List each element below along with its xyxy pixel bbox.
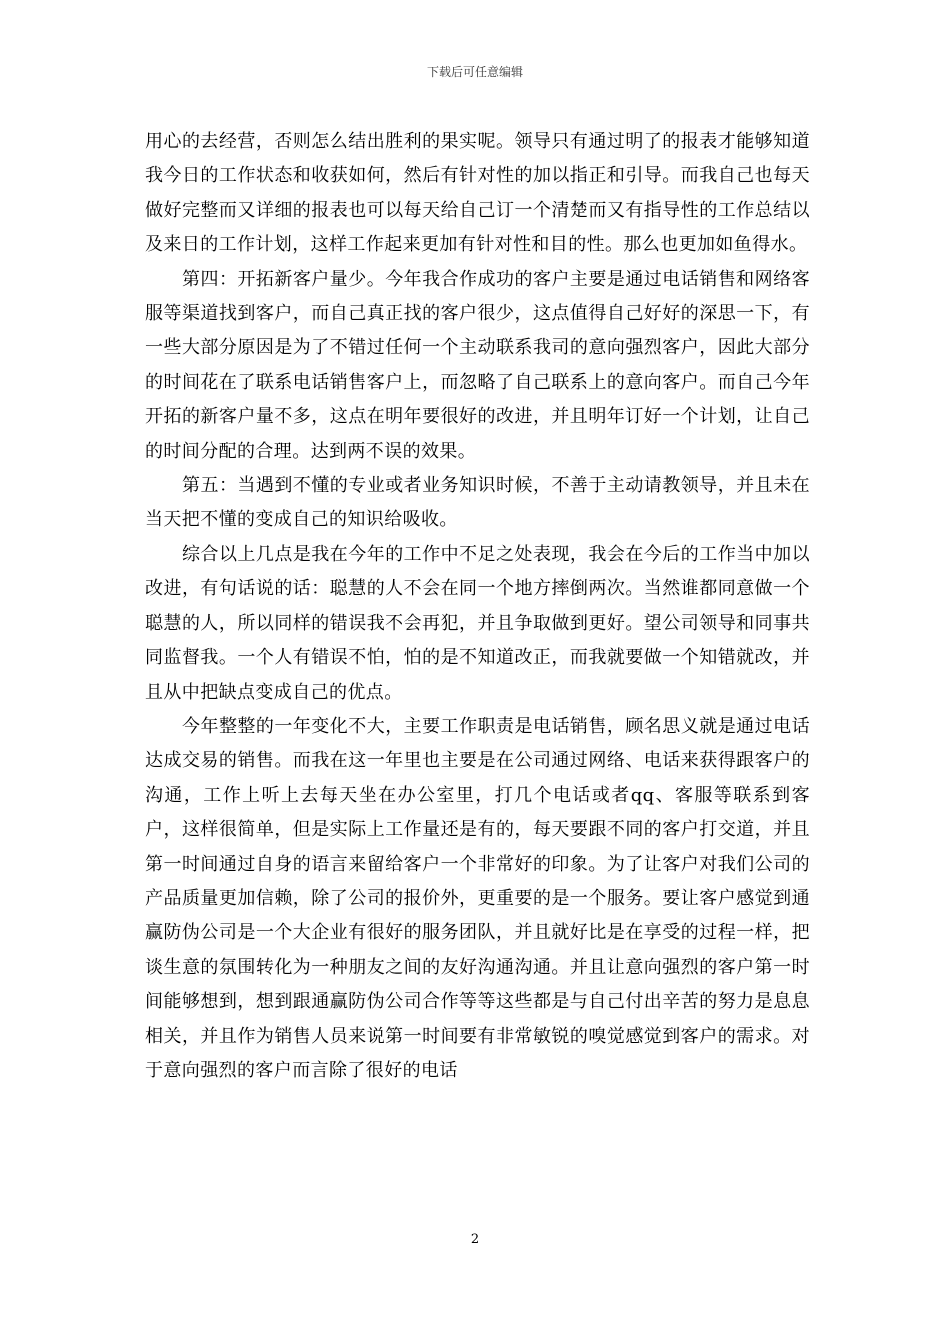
paragraph-fourth-point: 第四：开拓新客户量少。今年我合作成功的客户主要是通过电话销售和网络客服等渠道找到客户，而自己真正找的客户很少，这点值得自己好好的深思一下，有一些大部分原因是为了不错过任何一个主动联系我司的意向强烈客户，因此大部分的时间花在了联系电话销售客户上，而忽略了自己联系上的意向客户。而自己今年开拓的新客户量不多，这点在明年要很好的改进，并且明年订好一个计划，让自己的时间分配的合理。达到两不误的效果。 — [145, 268, 810, 462]
page-number: 2 — [470, 1232, 480, 1247]
paragraph-continuation: 用心的去经营，否则怎么结出胜利的果实呢。领导只有通过明了的报表才能够知道我今日的工作状态和收获如何，然后有针对性的加以指正和引导。而我自己也每天做好完整而又详细的报表也可以每天给自己订一个清楚而又有指导性的工作总结以及来日的工作计划，这样工作起来更加有针对性和目的性。那么也更加如鱼得水。 — [145, 131, 810, 256]
page-header: 下载后可任意编辑 — [426, 65, 523, 79]
paragraph-year-review: 今年整整的一年变化不大，主要工作职责是电话销售，顾名思义就是通过电话达成交易的销售。而我在这一年里也主要是在公司通过网络、电话来获得跟客户的沟通，工作上听上去每天坐在办公室里，打几个电话或者qq、客服等联系到客户，这样很简单，但是实际上工作量还是有的，每天要跟不同的客户打交道，并且第一时间通过自身的语言来留给客户一个非常好的印象。为了让客户对我们公司的产品质量更加信赖，除了公司的报价外，更重要的是一个服务。要让客户感觉到通赢防伪公司是一个大企业有很好的服务团队，并且就好比是在享受的过程一样，把谈生意的氛围转化为一种朋友之间的友好沟通沟通。并且让意向强烈的客户第一时间能够想到，想到跟通赢防伪公司合作等等这些都是与自己付出辛苦的努力是息息相关，并且作为销售人员来说第一时间要有非常敏锐的嗅觉感觉到客户的需求。对于意向强烈的客户而言除了很好的电话 — [145, 715, 810, 1081]
paragraph-summary: 综合以上几点是我在今年的工作中不足之处表现，我会在今后的工作当中加以改进，有句话说的话：聪慧的人不会在同一个地方摔倒两次。当然谁都同意做一个聪慧的人，所以同样的错误我不会再犯，并且争取做到更好。望公司领导和同事共同监督我。一个人有错误不怕，怕的是不知道改正，而我就要做一个知错就改，并且从中把缺点变成自己的优点。 — [145, 543, 810, 703]
document-body — [145, 125, 810, 1088]
paragraph-fifth-point: 第五：当遇到不懂的专业或者业务知识时候，不善于主动请教领导，并且未在当天把不懂的变成自己的知识给吸收。 — [145, 475, 810, 531]
